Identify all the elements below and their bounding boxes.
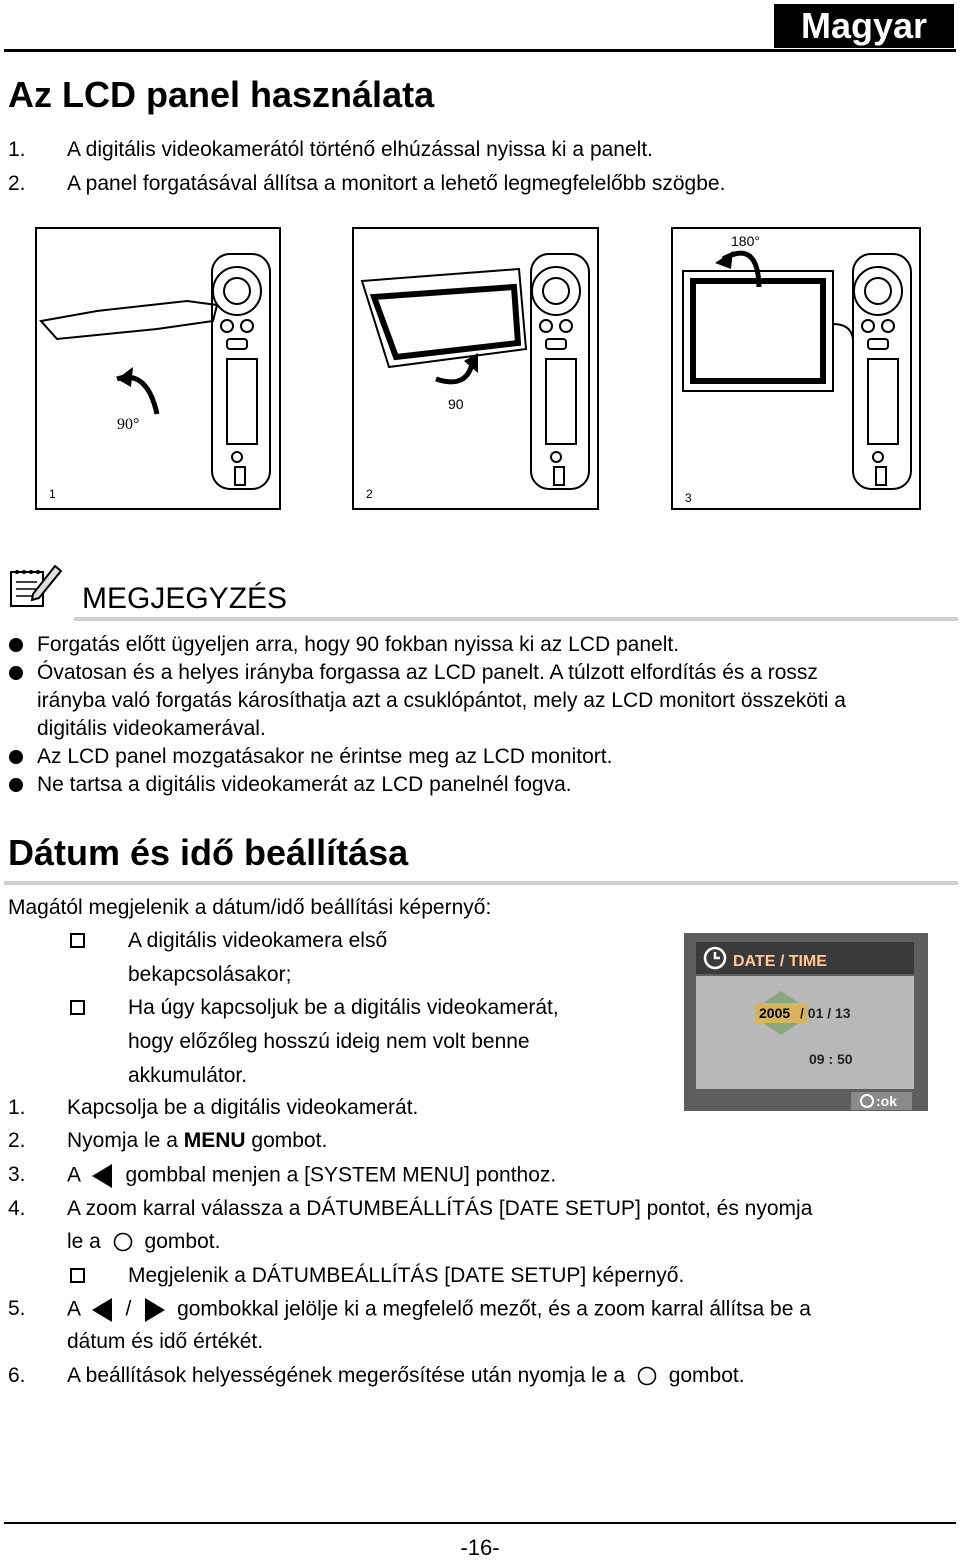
right-arrow-icon xyxy=(141,1296,167,1324)
condition-text: hogy előzőleg hosszú ideig nem volt benne xyxy=(128,1030,530,1053)
header-rule xyxy=(4,49,956,52)
step-text: A zoom karral válassza a DÁTUMBEÁLLÍTÁS [DATE SETUP] pontot, és nyomja xyxy=(67,1197,813,1220)
step-text-part: le a xyxy=(67,1230,101,1253)
step-number: 1. xyxy=(8,1096,26,1119)
step-text-part: A xyxy=(67,1297,80,1321)
note-title-rule xyxy=(74,617,958,621)
date-section-title: Dátum és idő beállítása xyxy=(8,832,409,873)
checkbox-square-icon xyxy=(70,1268,85,1283)
left-arrow-icon xyxy=(90,1162,116,1190)
note-bullet-text: irányba való forgatás károsíthatja azt a csuklópántot, mely az LCD monitort összeköti a xyxy=(37,689,846,712)
page-number: -16- xyxy=(460,1535,500,1560)
clock-icon xyxy=(702,945,728,971)
lcd-date-value: / 01 / 13 xyxy=(800,1005,851,1021)
language-badge: Magyar xyxy=(774,4,954,48)
ok-circle-icon xyxy=(859,1093,875,1109)
step-number: 4. xyxy=(8,1197,26,1220)
condition-text: Ha úgy kapcsoljuk be a digitális videokamerát, xyxy=(128,996,559,1019)
lcd-year-value: 2005 xyxy=(759,1005,791,1021)
lcd-section-title: Az LCD panel használata xyxy=(8,74,435,115)
notepad-pencil-icon xyxy=(7,558,63,610)
lcd-time-value: 09 : 50 xyxy=(809,1051,853,1067)
note-bullet-text: Óvatosan és a helyes irányba forgassa az LCD panelt. A túlzott elfordítás és a rossz xyxy=(37,661,818,684)
bullet-icon xyxy=(9,778,23,792)
checkbox-square-icon xyxy=(70,1000,85,1015)
ok-circle-icon xyxy=(111,1231,135,1253)
step-text: Kapcsolja be a digitális videokamerát. xyxy=(67,1096,419,1119)
date-title-rule xyxy=(4,881,958,885)
step-number: 1. xyxy=(8,138,26,161)
step-subtext: Megjelenik a DÁTUMBEÁLLÍTÁS [DATE SETUP] képernyő. xyxy=(128,1264,685,1287)
step-number: 3. xyxy=(8,1163,26,1186)
step-text-part: gombbal menjen a [SYSTEM MENU] ponthoz. xyxy=(125,1163,557,1187)
step-text xyxy=(67,1162,556,1190)
menu-button-name: MENU xyxy=(183,1129,246,1152)
figure-panel-2 xyxy=(352,227,599,510)
step-text: A panel forgatásával állítsa a monitort a lehető legmegfelelőbb szögbe. xyxy=(67,172,726,195)
condition-text: bekapcsolásakor; xyxy=(128,963,292,986)
bullet-icon xyxy=(9,750,23,764)
step-text-part: A xyxy=(67,1163,80,1187)
step-number: 5. xyxy=(8,1297,26,1320)
figure-number: 2 xyxy=(366,487,373,501)
camcorder-illustration xyxy=(37,229,279,508)
step-text xyxy=(67,1296,811,1324)
checkbox-square-icon xyxy=(70,933,85,948)
step-text xyxy=(67,1128,327,1154)
rotation-angle-label: 90 xyxy=(448,396,464,412)
figure-number: 1 xyxy=(49,487,56,501)
step-text-part: Nyomja le a xyxy=(67,1129,184,1152)
step-text-part: gombot. xyxy=(668,1364,745,1387)
lcd-ok-label: :ok xyxy=(876,1093,897,1109)
footer-rule xyxy=(4,1522,956,1524)
step-text xyxy=(67,1363,745,1389)
step-text-part: / xyxy=(125,1297,132,1321)
note-bullet-text: digitális videokamerával. xyxy=(37,717,266,740)
ok-circle-icon xyxy=(635,1365,659,1387)
note-bullet-text: Forgatás előtt ügyeljen arra, hogy 90 fokban nyissa ki az LCD panelt. xyxy=(37,633,680,656)
step-text-part: gombot. xyxy=(144,1230,221,1253)
note-bullet-text: Az LCD panel mozgatásakor ne érintse meg az LCD monitort. xyxy=(37,745,613,768)
condition-text: akkumulátor. xyxy=(128,1064,248,1087)
camcorder-illustration xyxy=(354,229,597,508)
step-text: dátum és idő értékét. xyxy=(67,1330,264,1353)
note-title: MEGJEGYZÉS xyxy=(82,582,288,615)
step-text-part: gombot. xyxy=(245,1129,328,1152)
date-intro: Magától megjelenik a dátum/idő beállítási képernyő: xyxy=(8,896,492,919)
condition-text: A digitális videokamera első xyxy=(128,929,388,952)
lcd-header-text: DATE / TIME xyxy=(733,953,827,970)
bullet-icon xyxy=(9,638,23,652)
bullet-icon xyxy=(9,666,23,680)
rotation-angle-label: 90° xyxy=(117,416,140,433)
figure-number: 3 xyxy=(685,491,692,505)
step-number: 6. xyxy=(8,1364,26,1387)
step-text-part: A beállítások helyességének megerősítése után nyomja le a xyxy=(67,1364,626,1387)
note-bullet-text: Ne tartsa a digitális videokamerát az LCD panelnél fogva. xyxy=(37,773,572,796)
rotation-angle-label: 180° xyxy=(731,233,760,249)
figure-panel-1 xyxy=(35,227,281,510)
camcorder-illustration xyxy=(673,229,919,508)
figure-panel-3 xyxy=(671,227,921,510)
step-text-part: gombokkal jelölje ki a megfelelő mezőt, és a zoom karral állítsa be a xyxy=(177,1297,811,1321)
left-arrow-icon xyxy=(90,1296,116,1324)
step-number: 2. xyxy=(8,1129,26,1152)
step-text xyxy=(67,1229,220,1255)
step-number: 2. xyxy=(8,172,26,195)
step-text: A digitális videokamerától történő elhúzással nyissa ki a panelt. xyxy=(67,138,653,161)
